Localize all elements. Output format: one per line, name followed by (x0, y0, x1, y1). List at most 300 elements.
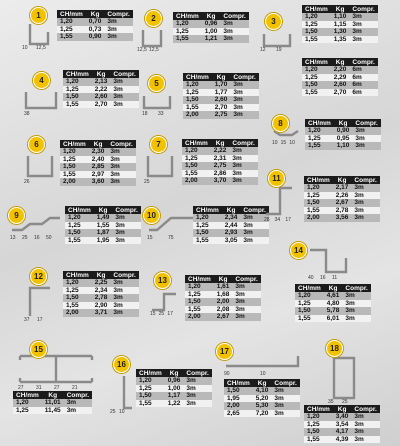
dimension-label: 10 (289, 140, 295, 146)
column-header: CH/mm (13, 391, 42, 399)
table-cell: 2,20 (331, 66, 350, 74)
table-cell: 3,71 (92, 309, 111, 317)
table-cell: 1,20 (193, 214, 222, 222)
table-cell: 3,05 (222, 237, 241, 245)
table-cell: 2,00 (304, 214, 333, 222)
table-cell: 1,50 (136, 392, 165, 400)
profile-drawing (22, 86, 62, 116)
table-row (185, 291, 261, 299)
table-cell: 3m (112, 222, 140, 230)
dimension-label: 40 (308, 275, 314, 281)
table-cell: 1,20 (185, 283, 214, 291)
column-header: Compr. (64, 391, 92, 399)
column-header: Kg (211, 139, 230, 147)
column-header: Kg (331, 58, 350, 66)
profile-drawing (262, 182, 302, 222)
column-header: Compr. (183, 369, 211, 377)
table-row (295, 300, 371, 308)
table-cell: 1,55 (173, 35, 202, 43)
table-cell: 3m (110, 294, 138, 302)
column-header: Kg (202, 12, 221, 20)
column-header: Kg (253, 379, 272, 387)
column-header: Kg (324, 284, 343, 292)
table-row (173, 35, 249, 43)
table-cell: 1,87 (94, 229, 113, 237)
table-cell: 2,00 (63, 309, 92, 317)
table-row (182, 170, 258, 178)
table-cell: 0,96 (165, 377, 184, 385)
table-row (193, 222, 269, 230)
column-header: Kg (89, 140, 108, 148)
profile-drawing (22, 282, 56, 322)
table-cell: 6,01 (324, 315, 343, 323)
table-cell: 1,55 (57, 33, 86, 41)
table-cell: 1,55 (302, 89, 331, 97)
table-cell: 3m (271, 402, 299, 410)
table-cell: 2,67 (333, 199, 352, 207)
profile-drawing (142, 150, 178, 184)
table-row (295, 307, 371, 315)
table-cell: 2,00 (185, 313, 214, 321)
table-cell: 1,50 (182, 162, 211, 170)
table-cell: 3m (271, 395, 299, 403)
table-cell: 3m (232, 298, 260, 306)
table-cell: 1,77 (212, 89, 231, 97)
table-cell: 2,65 (224, 410, 253, 418)
table-row (193, 214, 269, 222)
table-cell: 5,78 (324, 307, 343, 315)
table-cell: 1,25 (13, 407, 42, 415)
table-cell: 1,50 (185, 298, 214, 306)
table-row (136, 377, 212, 385)
column-header: CH/mm (65, 206, 94, 214)
table-cell: 3m (107, 163, 135, 171)
dimension-label: 12,5 (36, 45, 46, 51)
table-cell: 3m (351, 192, 379, 200)
table-cell: 1,20 (305, 127, 334, 135)
table-cell: 1,50 (60, 163, 89, 171)
table-cell: 1,55 (183, 104, 212, 112)
table-cell: 1,00 (202, 28, 221, 36)
table-cell: 3m (112, 214, 140, 222)
table-cell: 1,25 (136, 385, 165, 393)
profile-drawing (222, 350, 302, 376)
table-row (60, 156, 136, 164)
column-header: Kg (214, 275, 233, 283)
dimension-label: 50 (46, 235, 52, 241)
profile-shape (310, 250, 346, 272)
table-cell: 11,45 (42, 407, 64, 415)
table-cell: 1,55 (182, 170, 211, 178)
dimension-label: 38 (24, 111, 30, 117)
table-cell: 1,25 (183, 89, 212, 97)
table-row (182, 177, 258, 185)
column-header: CH/mm (182, 139, 211, 147)
dimension-label: 17 (285, 217, 291, 223)
column-header: Compr. (349, 5, 377, 13)
table-cell: 2,44 (222, 222, 241, 230)
item-number-badge: 14 (290, 242, 307, 259)
table-row (183, 81, 259, 89)
item-number-badge: 6 (28, 136, 45, 153)
table-cell: 3m (110, 309, 138, 317)
table-row (173, 20, 249, 28)
column-header: Compr. (110, 271, 138, 279)
table-cell: 3m (230, 96, 258, 104)
column-header: Compr. (342, 284, 370, 292)
table-row (183, 96, 259, 104)
table-row (304, 428, 380, 436)
item-number-badge: 16 (113, 356, 130, 373)
item-number-badge: 2 (145, 10, 162, 27)
table-row (185, 283, 261, 291)
column-header: Kg (333, 176, 352, 184)
table-cell: 1,25 (193, 222, 222, 230)
spec-table (182, 139, 258, 185)
table-cell: 1,25 (302, 74, 331, 82)
table-cell: 3m (110, 101, 138, 109)
table-cell: 3m (64, 399, 92, 407)
table-cell: 1,25 (185, 291, 214, 299)
table-cell: 1,95 (94, 237, 113, 245)
profile-shape (152, 294, 176, 310)
spec-table (185, 275, 261, 321)
table-cell: 1,25 (305, 135, 334, 143)
column-header: CH/mm (304, 405, 333, 413)
table-cell: 1,55 (304, 436, 333, 444)
table-row (304, 199, 380, 207)
table-cell: 6m (349, 89, 377, 97)
spec-table (302, 5, 378, 43)
table-row (304, 436, 380, 444)
table-cell: 1,55 (94, 222, 113, 230)
column-header: Kg (42, 391, 64, 399)
table-cell: 2,70 (331, 89, 350, 97)
table-row (304, 413, 380, 421)
table-cell: 1,10 (331, 13, 350, 21)
table-row (63, 279, 139, 287)
dimension-label: 16 (320, 275, 326, 281)
dimension-label: 25 (110, 409, 116, 415)
table-cell: 2,60 (212, 96, 231, 104)
table-cell: 3m (342, 300, 370, 308)
table-cell: 1,50 (63, 294, 92, 302)
dimension-label: 17 (37, 317, 43, 323)
table-cell: 2,00 (224, 402, 253, 410)
table-row (183, 89, 259, 97)
table-cell: 3m (230, 89, 258, 97)
table-cell: 1,25 (295, 300, 324, 308)
column-header: CH/mm (173, 12, 202, 20)
table-row (63, 93, 139, 101)
profile-shape (148, 156, 172, 176)
column-header: Kg (94, 206, 113, 214)
table-cell: 4,61 (324, 292, 343, 300)
item-number-badge: 8 (272, 115, 289, 132)
column-header: Kg (334, 119, 353, 127)
table-row (57, 18, 133, 26)
table-cell: 2,60 (331, 81, 350, 89)
table-cell: 2,70 (212, 104, 231, 112)
spec-table (304, 176, 380, 222)
table-cell: 2,29 (331, 74, 350, 82)
profile-shape (124, 376, 132, 408)
table-cell: 2,70 (92, 101, 111, 109)
column-header: CH/mm (302, 5, 331, 13)
table-cell: 1,25 (302, 21, 331, 29)
profile-drawing (135, 24, 167, 52)
column-header: Compr. (230, 73, 258, 81)
profile-shape (20, 356, 92, 382)
table-cell: 4,39 (333, 436, 352, 444)
profile-drawing (20, 20, 56, 50)
dimension-label: 12 (260, 47, 266, 53)
profile-shape (266, 188, 292, 214)
table-row (224, 402, 300, 410)
spec-table (63, 271, 139, 317)
table-cell: 1,50 (302, 28, 331, 36)
table-cell: 1,50 (304, 428, 333, 436)
table-cell: 3,56 (333, 214, 352, 222)
column-header: Kg (331, 5, 350, 13)
table-cell: 3m (107, 156, 135, 164)
dimension-label: 28 (264, 217, 270, 223)
item-number-badge: 18 (326, 340, 343, 357)
profile-shape (28, 156, 52, 176)
profile-drawing (140, 88, 180, 116)
item-number-badge: 1 (30, 7, 47, 24)
table-cell: 3m (229, 162, 257, 170)
profile-drawing (258, 28, 298, 52)
column-header: Compr. (220, 12, 248, 20)
profile-shape (143, 30, 161, 46)
table-cell: 1,55 (193, 237, 222, 245)
table-cell: 3m (351, 207, 379, 215)
table-cell: 3m (342, 292, 370, 300)
table-cell: 2,13 (92, 78, 111, 86)
table-cell: 1,68 (214, 291, 233, 299)
table-cell: 3m (230, 81, 258, 89)
table-cell: 3,40 (333, 413, 352, 421)
table-cell: 3m (271, 410, 299, 418)
table-cell: 3m (112, 237, 140, 245)
table-cell: 1,00 (165, 385, 184, 393)
table-cell: 1,20 (304, 184, 333, 192)
dimension-label: 10 (119, 409, 125, 415)
column-header: CH/mm (60, 140, 89, 148)
table-cell: 1,20 (60, 148, 89, 156)
table-cell: 3m (229, 155, 257, 163)
table-cell: 2,97 (89, 171, 108, 179)
table-cell: 1,50 (65, 229, 94, 237)
profile-shape (144, 96, 170, 108)
table-cell: 1,10 (334, 142, 353, 150)
table-cell: 2,86 (211, 170, 230, 178)
table-cell: 1,20 (304, 413, 333, 421)
item-number-badge: 13 (154, 272, 171, 289)
table-cell: 1,25 (173, 28, 202, 36)
spec-table (13, 391, 92, 414)
table-cell: 2,17 (333, 184, 352, 192)
table-cell: 3m (349, 36, 377, 44)
table-cell: 3m (240, 229, 268, 237)
table-row (302, 36, 378, 44)
table-row (224, 395, 300, 403)
profile-shape (26, 92, 56, 108)
column-header: Kg (92, 271, 111, 279)
dimension-label: 10 (272, 140, 278, 146)
dimension-label: 13 (10, 235, 16, 241)
dimension-label: 10 (22, 45, 28, 51)
table-cell: 3m (104, 18, 132, 26)
column-header: Compr. (351, 176, 379, 184)
table-cell: 1,55 (304, 207, 333, 215)
column-header: Kg (333, 405, 352, 413)
table-row (302, 89, 378, 97)
table-cell: 1,55 (65, 237, 94, 245)
column-header: Kg (165, 369, 184, 377)
dimension-label: 15 (147, 235, 153, 241)
table-row (183, 104, 259, 112)
column-header: Compr. (107, 140, 135, 148)
table-row (13, 407, 92, 415)
column-header: CH/mm (63, 271, 92, 279)
column-header: Kg (222, 206, 241, 214)
profile-drawing (148, 286, 182, 316)
table-cell: 2,00 (214, 298, 233, 306)
table-cell: 1,35 (331, 36, 350, 44)
dimension-label: 18 (142, 111, 148, 117)
table-cell: 1,20 (57, 18, 86, 26)
table-cell: 2,00 (183, 111, 212, 119)
table-cell: 1,20 (295, 292, 324, 300)
table-row (193, 229, 269, 237)
table-cell: 7,20 (253, 410, 272, 418)
table-cell: 0,96 (202, 20, 221, 28)
profile-drawing (22, 150, 58, 184)
table-cell: 1,25 (60, 156, 89, 164)
table-cell: 3m (352, 142, 380, 150)
spec-table (60, 140, 136, 186)
table-cell: 3m (232, 283, 260, 291)
table-row (304, 207, 380, 215)
table-cell: 2,75 (212, 111, 231, 119)
column-header: Compr. (104, 10, 132, 18)
item-number-badge: 4 (33, 72, 50, 89)
column-header: CH/mm (302, 58, 331, 66)
table-cell: 1,30 (331, 28, 350, 36)
column-header: CH/mm (304, 176, 333, 184)
dimension-label: 31 (36, 385, 42, 391)
dimension-label: 90 (224, 371, 230, 377)
spec-table (224, 379, 300, 417)
dimension-label: 27 (54, 385, 60, 391)
table-row (57, 33, 133, 41)
column-header: Kg (92, 70, 111, 78)
table-row (304, 214, 380, 222)
dimension-label: 10 (260, 371, 266, 377)
table-row (185, 306, 261, 314)
table-cell: 1,25 (63, 86, 92, 94)
table-cell: 3m (183, 400, 211, 408)
table-row (63, 309, 139, 317)
table-cell: 3m (110, 302, 138, 310)
dimension-label: 25 (22, 235, 28, 241)
table-cell: 3m (104, 26, 132, 34)
dimension-label: 15 (280, 140, 287, 146)
spec-table (136, 369, 212, 407)
spec-table (305, 119, 381, 150)
column-header: Compr. (271, 379, 299, 387)
table-cell: 3m (183, 377, 211, 385)
table-cell: 1,20 (183, 81, 212, 89)
table-cell: 3m (110, 78, 138, 86)
table-row (185, 313, 261, 321)
profile-shape (30, 24, 48, 44)
item-number-badge: 12 (30, 268, 47, 285)
column-header: Compr. (240, 206, 268, 214)
table-cell: 2,00 (182, 177, 211, 185)
item-number-badge: 11 (268, 170, 285, 187)
profile-drawing (108, 370, 134, 414)
table-row (182, 155, 258, 163)
table-row (182, 162, 258, 170)
table-cell: 6m (349, 81, 377, 89)
dimension-label: 16 (34, 235, 40, 241)
dimension-label: 21 (72, 385, 78, 391)
dimension-label: 19 (276, 47, 282, 53)
table-cell: 1,55 (295, 315, 324, 323)
table-cell: 2,25 (92, 279, 111, 287)
table-cell: 2,26 (333, 192, 352, 200)
column-header: CH/mm (193, 206, 222, 214)
spec-table (65, 206, 141, 244)
item-number-badge: 10 (143, 207, 160, 224)
column-header: Compr. (229, 139, 257, 147)
table-row (136, 400, 212, 408)
table-cell: 3m (64, 407, 92, 415)
column-header: Compr. (349, 58, 377, 66)
table-cell: 3m (349, 21, 377, 29)
table-cell: 1,55 (60, 171, 89, 179)
table-cell: 2,30 (89, 148, 108, 156)
table-cell: 0,73 (86, 26, 105, 34)
table-cell: 1,20 (302, 66, 331, 74)
table-cell: 3m (104, 33, 132, 41)
spec-table (57, 10, 133, 41)
table-row (60, 178, 136, 186)
spec-table (193, 206, 269, 244)
table-cell: 3m (110, 86, 138, 94)
item-number-badge: 5 (148, 75, 165, 92)
item-number-badge: 9 (8, 207, 25, 224)
table-cell: 1,55 (63, 302, 92, 310)
table-cell: 3m (107, 178, 135, 186)
table-cell: 0,90 (334, 127, 353, 135)
table-cell: 6m (349, 66, 377, 74)
dimension-label: 75 (168, 235, 174, 241)
table-row (136, 392, 212, 400)
column-header: Compr. (112, 206, 140, 214)
table-cell: 5,20 (253, 395, 272, 403)
table-cell: 1,25 (182, 155, 211, 163)
spec-table (63, 70, 139, 108)
spec-table (295, 284, 371, 322)
table-cell: 1,20 (63, 78, 92, 86)
table-cell: 2,93 (222, 229, 241, 237)
table-cell: 0,95 (334, 135, 353, 143)
table-row (224, 410, 300, 418)
